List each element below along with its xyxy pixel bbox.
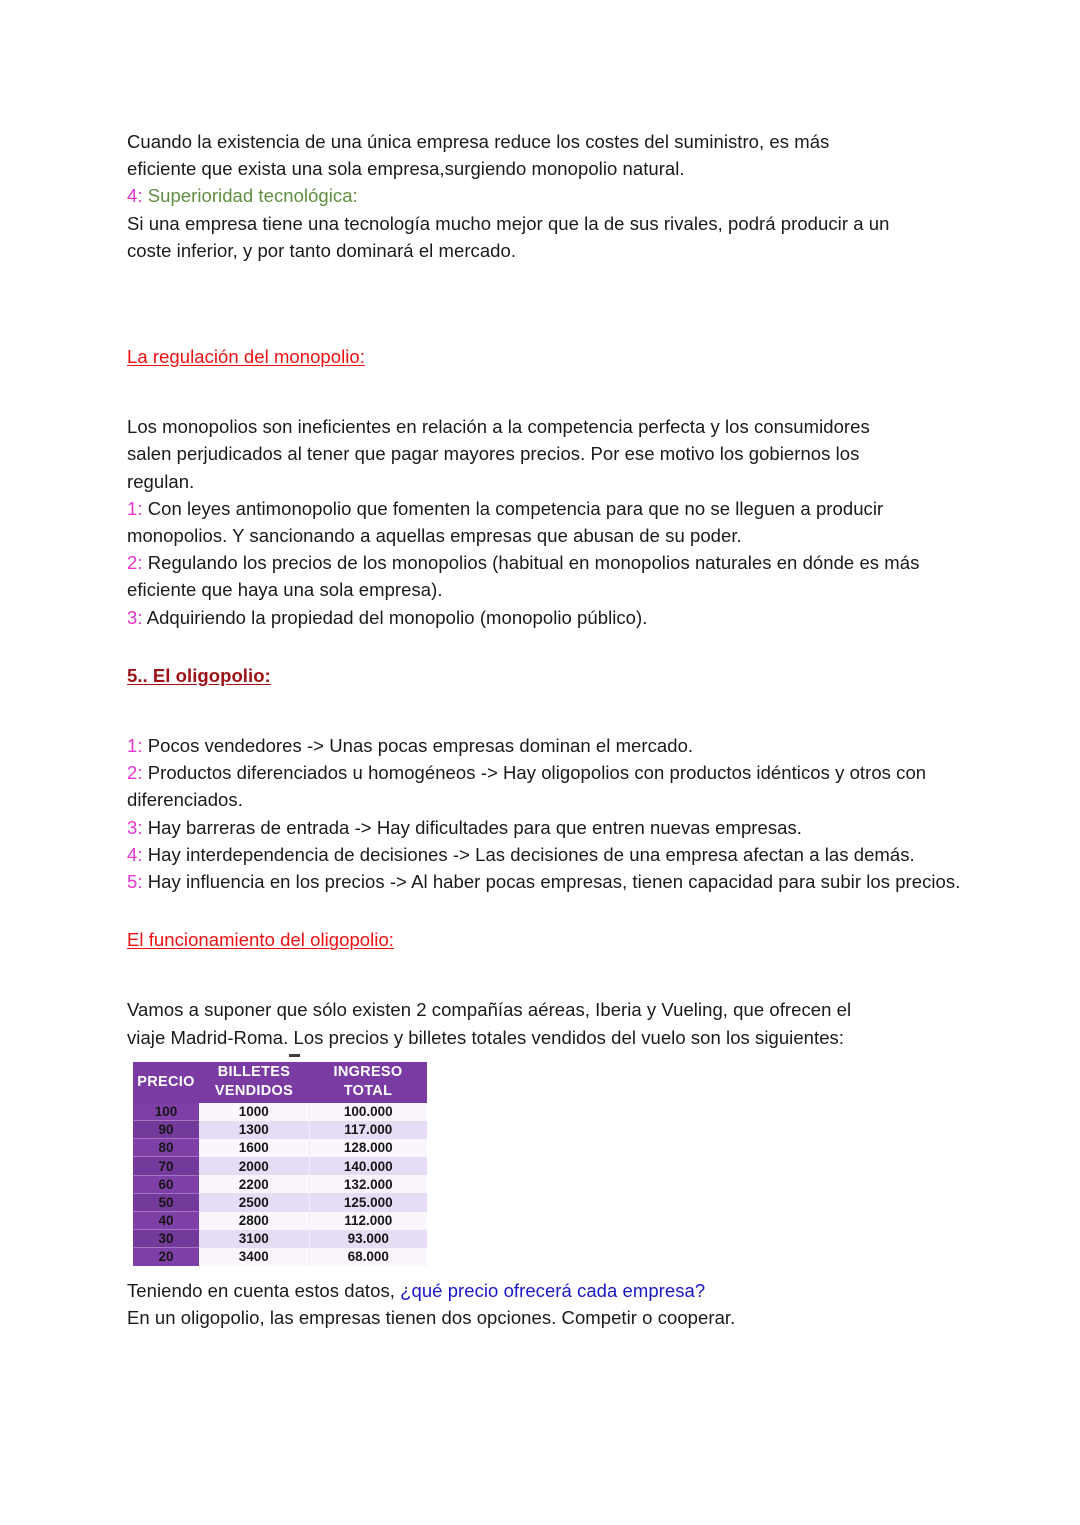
table-row	[133, 1121, 427, 1139]
list-marker: 5:	[127, 871, 143, 893]
cell-ingreso: 140.000	[309, 1157, 427, 1175]
cell-ingreso: 100.000	[309, 1103, 427, 1121]
cell-precio: 30	[133, 1230, 199, 1248]
cell-ingreso: 125.000	[309, 1193, 427, 1211]
paragraph-line: eficiente que exista una sola empresa,surgiendo monopolio natural.	[127, 158, 685, 180]
cell-billetes: 2000	[199, 1157, 309, 1175]
cell-precio: 100	[133, 1103, 199, 1121]
list-item-oligopolio-4	[127, 841, 962, 868]
header-line: TOTAL	[343, 1083, 393, 1100]
list-item-text: Hay barreras de entrada -> Hay dificultades para que entren nuevas empresas.	[142, 816, 802, 838]
cell-precio: 20	[133, 1248, 199, 1266]
list-item-text: Hay interdependencia de decisiones -> Las decisiones de una empresa afectan a las demás.	[142, 843, 915, 865]
table-header	[133, 1062, 427, 1103]
column-header-billetes-vendidos	[199, 1062, 309, 1103]
paragraph-line: Los monopolios son ineficientes en relación a la competencia perfecta y los consumidores	[127, 416, 870, 438]
list-item-regulacion-2	[127, 549, 962, 603]
cell-billetes: 2800	[199, 1212, 309, 1230]
list-item-text: Con leyes antimonopolio que fomenten la competencia para que no se lleguen a producir monopolios. Y sancionando a aquellas empresas que abusan de su poder.	[127, 497, 884, 547]
list-item-text: Productos diferenciados u homogéneos -> Hay oligopolios con productos idénticos y otros con diferenciados.	[127, 762, 927, 811]
cell-billetes: 2200	[199, 1175, 309, 1193]
cell-billetes: 1600	[199, 1139, 309, 1157]
list-marker: 1:	[127, 497, 143, 519]
heading-el-oligopolio: 5.. El oligopolio:	[127, 664, 271, 686]
document-content	[127, 128, 962, 1331]
section-spacer	[127, 370, 962, 413]
list-item-oligopolio-2	[127, 759, 962, 813]
closing-line-2: En un oligopolio, las empresas tienen dos opciones. Competir o cooperar.	[127, 1306, 736, 1328]
cell-ingreso: 128.000	[309, 1139, 427, 1157]
table-row	[133, 1248, 427, 1266]
table-row	[133, 1230, 427, 1248]
paragraph-line: coste inferior, y por tanto dominará el mercado.	[127, 239, 517, 261]
header-line: INGRESO	[333, 1064, 403, 1081]
list-item-text: Hay influencia en los precios -> Al haber pocas empresas, tienen capacidad para subir los precios.	[142, 871, 961, 893]
list-item-text: Adquiriendo la propiedad del monopolio (monopolio público).	[142, 606, 648, 628]
paragraph-line: Vamos a suponer que sólo existen 2 compañías aéreas, Iberia y Vueling, que ofrecen el	[127, 999, 852, 1021]
cell-billetes: 1300	[199, 1121, 309, 1139]
price-revenue-table	[133, 1062, 427, 1266]
header-line: VENDIDOS	[214, 1083, 294, 1100]
table-row	[133, 1139, 427, 1157]
header-line: PRECIO	[137, 1073, 195, 1090]
cell-billetes: 1000	[199, 1103, 309, 1121]
cell-ingreso: 93.000	[309, 1230, 427, 1248]
cell-ingreso: 132.000	[309, 1175, 427, 1193]
cell-precio: 60	[133, 1175, 199, 1193]
paragraph-line: Cuando la existencia de una única empresa reduce los costes del suministro, es más	[127, 131, 830, 152]
table-row	[133, 1212, 427, 1230]
paragraph-tecnologia	[127, 210, 962, 264]
cell-billetes: 2500	[199, 1193, 309, 1211]
heading-regulacion-monopolio: La regulación del monopolio:	[127, 346, 365, 368]
column-header-ingreso-total	[309, 1062, 427, 1103]
paragraph-closing	[127, 1277, 962, 1331]
list-item-regulacion-1	[127, 495, 962, 549]
cell-precio: 90	[133, 1121, 199, 1139]
paragraph-iberia-vueling	[127, 996, 962, 1050]
list-marker: 2:	[127, 552, 143, 574]
table-row	[133, 1175, 427, 1193]
list-marker: 3:	[127, 606, 143, 628]
list-item-oligopolio-3	[127, 814, 962, 841]
cell-precio: 80	[133, 1139, 199, 1157]
section-spacer	[127, 631, 962, 662]
paragraph-monopolio-natural	[127, 128, 962, 182]
list-marker: 1:	[127, 735, 143, 757]
list-item-text: Regulando los precios de los monopolios (habitual en monopolios naturales en dónde es más eficiente que haya una sola empresa).	[127, 552, 920, 601]
cell-precio: 50	[133, 1193, 199, 1211]
list-item-superioridad-tecnologica	[127, 182, 962, 209]
list-marker: 4:	[127, 843, 143, 865]
cell-ingreso: 68.000	[309, 1248, 427, 1266]
paragraph-line: Si una empresa tiene una tecnología mucho mejor que la de sus rivales, podrá producir a un	[127, 212, 890, 234]
table-row	[133, 1103, 427, 1121]
table-header-row	[133, 1062, 427, 1103]
cell-precio: 40	[133, 1212, 199, 1230]
section-spacer	[127, 264, 962, 343]
header-line: BILLETES	[217, 1064, 291, 1081]
closing-question-text: ¿qué precio ofrecerá cada empresa?	[400, 1279, 706, 1301]
cell-precio: 70	[133, 1157, 199, 1175]
list-item-oligopolio-1	[127, 732, 962, 759]
paragraph-line: regulan.	[127, 470, 195, 492]
cell-ingreso: 117.000	[309, 1121, 427, 1139]
paragraph-line: viaje Madrid-Roma. Los precios y billetes totales vendidos del vuelo son los siguientes:	[127, 1026, 845, 1048]
cell-ingreso: 112.000	[309, 1212, 427, 1230]
paragraph-line: salen perjudicados al tener que pagar mayores precios. Por ese motivo los gobiernos los	[127, 443, 860, 465]
cell-billetes: 3400	[199, 1248, 309, 1266]
closing-plain-text: Teniendo en cuenta estos datos,	[127, 1279, 401, 1301]
list-marker: 2:	[127, 762, 143, 784]
heading-funcionamiento-oligopolio: El funcionamiento del oligopolio:	[127, 929, 394, 951]
list-marker: 4:	[127, 185, 143, 207]
section-spacer	[127, 895, 962, 926]
section-spacer	[127, 689, 962, 732]
list-item-label: Superioridad tecnológica:	[142, 185, 358, 207]
list-item-regulacion-3	[127, 604, 962, 631]
column-header-precio	[133, 1062, 199, 1103]
list-marker: 3:	[127, 816, 143, 838]
section-spacer	[127, 1266, 962, 1277]
section-spacer	[127, 953, 962, 996]
table-row	[133, 1157, 427, 1175]
list-item-text: Pocos vendedores -> Unas pocas empresas dominan el mercado.	[142, 735, 694, 757]
table-body	[133, 1103, 427, 1266]
list-item-oligopolio-5	[127, 868, 962, 895]
scan-artifact-mark	[289, 1054, 300, 1057]
table-row	[133, 1193, 427, 1211]
price-table-container	[133, 1062, 427, 1266]
paragraph-monopolios-ineficientes	[127, 413, 962, 495]
cell-billetes: 3100	[199, 1230, 309, 1248]
